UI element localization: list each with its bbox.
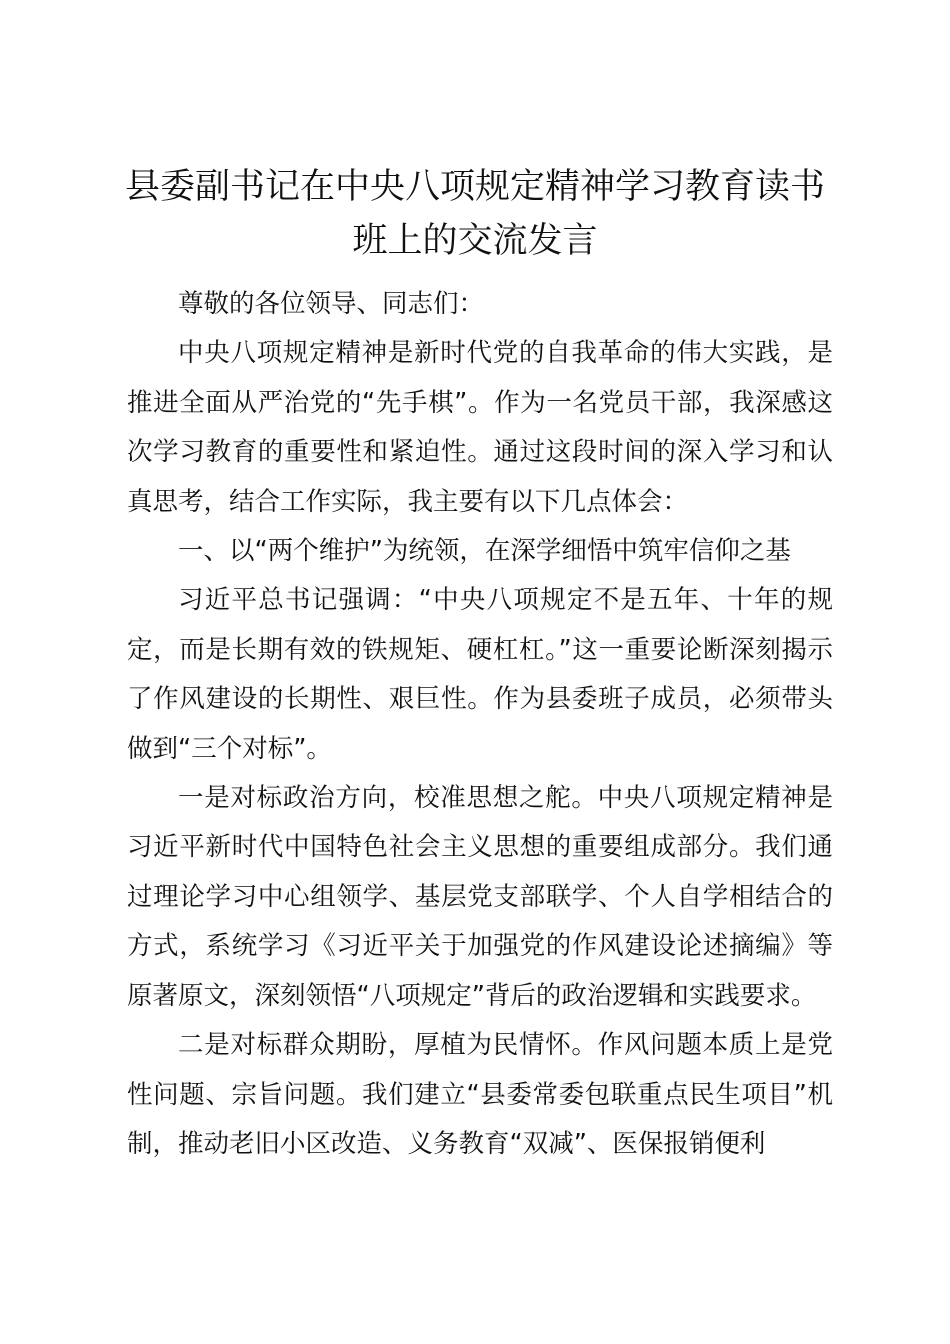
- title-line-1: 县委副书记在中央八项规定精神学习教育读书: [124, 167, 825, 207]
- document-title: [118, 160, 832, 268]
- paragraph-point-1: 一是对标政治方向，校准思想之舵。中央八项规定精神是习近平新时代中国特色社会主义思想的重要组成部分。我们通过理论学习中心组领学、基层党支部联学、个人自学相结合的方式，系统学习《习近平关于加强党的作风建设论述摘编》等原著原文，深刻领悟“八项规定”背后的政治逻辑和实践要求。: [127, 783, 833, 1011]
- paragraph-intro: 中央八项规定精神是新时代党的自我革命的伟大实践，是推进全面从严治党的“先手棋”。作为一名党员干部，我深感这次学习教育的重要性和紧迫性。通过这段时间的深入学习和认真思考，结合工作实际，我主要有以下几点体会：: [127, 338, 833, 517]
- section-heading-1: 一、以“两个维护”为统领，在深学细悟中筑牢信仰之基: [178, 536, 791, 567]
- salutation: 尊敬的各位领导、同志们：: [178, 289, 485, 319]
- title-line-2: 班上的交流发言: [352, 221, 598, 261]
- paragraph-quote: 习近平总书记强调：“中央八项规定不是五年、十年的规定，而是长期有效的铁规矩、硬杠杠。”这一重要论断深刻揭示了作风建设的长期性、艰巨性。作为县委班子成员，必须带头做到“三个对标”。: [127, 585, 833, 764]
- document-body: [127, 280, 833, 1169]
- paragraph-point-2: 二是对标群众期盼，厚植为民情怀。作风问题本质上是党性问题、宗旨问题。我们建立“县委常委包联重点民生项目”机制，推动老旧小区改造、义务教育“双减”、医保报销便利: [127, 1030, 833, 1159]
